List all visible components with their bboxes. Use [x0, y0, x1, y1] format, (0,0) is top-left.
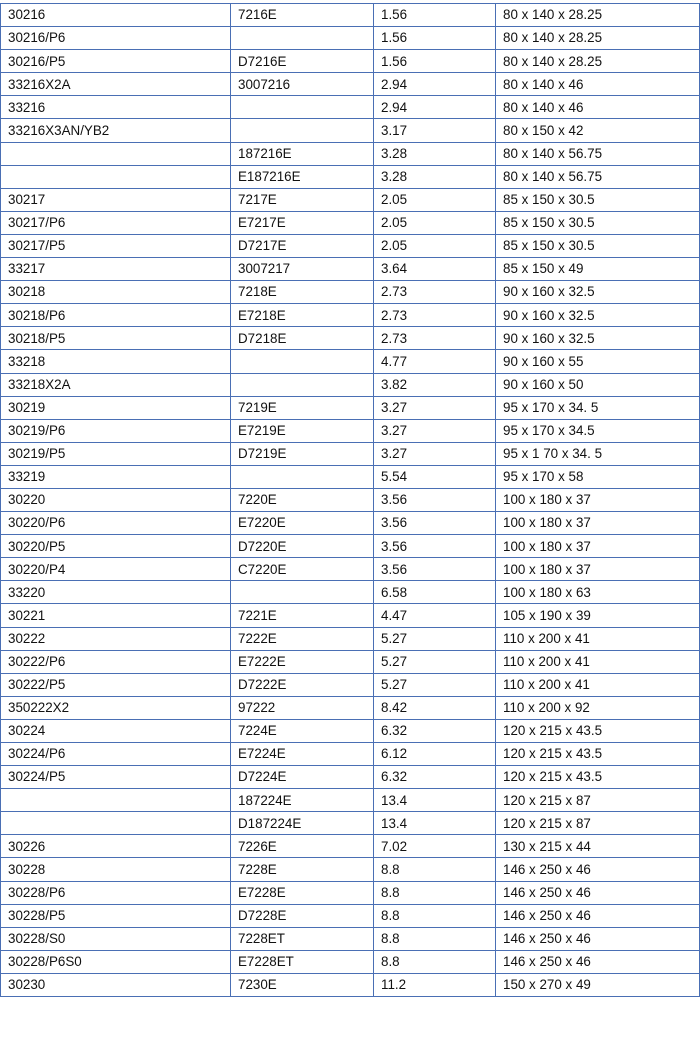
dimensions-cell: 90 x 160 x 32.5 — [496, 327, 700, 350]
table-row — [1, 927, 700, 950]
alt-code-cell: E7218E — [231, 304, 374, 327]
alt-code-cell: D7228E — [231, 904, 374, 927]
table-row — [1, 535, 700, 558]
bearing-code-cell: 350222X2 — [1, 696, 231, 719]
table-row — [1, 835, 700, 858]
weight-cell: 3.56 — [374, 535, 496, 558]
dimensions-cell: 95 x 170 x 34.5 — [496, 419, 700, 442]
alt-code-cell: 7219E — [231, 396, 374, 419]
table-row — [1, 73, 700, 96]
bearing-code-cell: 30218 — [1, 281, 231, 304]
dimensions-cell: 146 x 250 x 46 — [496, 881, 700, 904]
bearing-code-cell: 30217 — [1, 188, 231, 211]
table-row — [1, 812, 700, 835]
weight-cell: 4.47 — [374, 604, 496, 627]
dimensions-cell: 150 x 270 x 49 — [496, 973, 700, 996]
bearing-code-cell: 33218X2A — [1, 373, 231, 396]
table-row — [1, 304, 700, 327]
table-row — [1, 627, 700, 650]
dimensions-cell: 146 x 250 x 46 — [496, 950, 700, 973]
alt-code-cell: 3007216 — [231, 73, 374, 96]
bearing-code-cell: 30230 — [1, 973, 231, 996]
weight-cell: 2.05 — [374, 234, 496, 257]
table-row — [1, 50, 700, 73]
bearing-code-cell: 30222/P5 — [1, 673, 231, 696]
dimensions-cell: 95 x 170 x 58 — [496, 465, 700, 488]
bearing-code-cell — [1, 789, 231, 812]
alt-code-cell: D7218E — [231, 327, 374, 350]
weight-cell: 2.05 — [374, 211, 496, 234]
alt-code-cell: D7219E — [231, 442, 374, 465]
weight-cell: 1.56 — [374, 50, 496, 73]
alt-code-cell: 7218E — [231, 281, 374, 304]
dimensions-cell: 90 x 160 x 50 — [496, 373, 700, 396]
table-row — [1, 789, 700, 812]
weight-cell: 3.56 — [374, 558, 496, 581]
dimensions-cell: 85 x 150 x 30.5 — [496, 188, 700, 211]
table-row — [1, 27, 700, 50]
bearing-code-cell — [1, 142, 231, 165]
table-row — [1, 119, 700, 142]
bearing-code-cell: 30222/P6 — [1, 650, 231, 673]
dimensions-cell: 85 x 150 x 30.5 — [496, 234, 700, 257]
dimensions-cell: 110 x 200 x 41 — [496, 627, 700, 650]
weight-cell: 6.58 — [374, 581, 496, 604]
dimensions-cell: 120 x 215 x 87 — [496, 789, 700, 812]
alt-code-cell: 3007217 — [231, 258, 374, 281]
alt-code-cell: D187224E — [231, 812, 374, 835]
table-row — [1, 442, 700, 465]
dimensions-cell: 146 x 250 x 46 — [496, 904, 700, 927]
weight-cell: 8.8 — [374, 950, 496, 973]
weight-cell: 5.27 — [374, 627, 496, 650]
table-row — [1, 396, 700, 419]
dimensions-cell: 80 x 150 x 42 — [496, 119, 700, 142]
weight-cell: 6.32 — [374, 766, 496, 789]
weight-cell: 8.8 — [374, 904, 496, 927]
dimensions-cell: 130 x 215 x 44 — [496, 835, 700, 858]
bearing-code-cell: 30220 — [1, 488, 231, 511]
alt-code-cell: D7220E — [231, 535, 374, 558]
alt-code-cell: 7216E — [231, 4, 374, 27]
weight-cell: 2.73 — [374, 304, 496, 327]
bearing-code-cell: 30217/P6 — [1, 211, 231, 234]
dimensions-cell: 146 x 250 x 46 — [496, 927, 700, 950]
weight-cell: 5.54 — [374, 465, 496, 488]
weight-cell: 8.8 — [374, 881, 496, 904]
bearing-code-cell: 30219/P6 — [1, 419, 231, 442]
alt-code-cell: 7217E — [231, 188, 374, 211]
table-row — [1, 766, 700, 789]
table-row — [1, 258, 700, 281]
alt-code-cell — [231, 119, 374, 142]
bearing-code-cell: 30228/S0 — [1, 927, 231, 950]
weight-cell: 13.4 — [374, 789, 496, 812]
alt-code-cell: 7226E — [231, 835, 374, 858]
table-row — [1, 604, 700, 627]
weight-cell: 3.28 — [374, 142, 496, 165]
table-row — [1, 488, 700, 511]
weight-cell: 3.17 — [374, 119, 496, 142]
bearing-code-cell: 30216/P5 — [1, 50, 231, 73]
table-row — [1, 973, 700, 996]
table-row — [1, 650, 700, 673]
table-row — [1, 558, 700, 581]
bearing-code-cell: 30221 — [1, 604, 231, 627]
weight-cell: 2.94 — [374, 96, 496, 119]
alt-code-cell: 187216E — [231, 142, 374, 165]
table-row — [1, 512, 700, 535]
alt-code-cell: D7222E — [231, 673, 374, 696]
bearing-code-cell: 30218/P5 — [1, 327, 231, 350]
dimensions-cell: 146 x 250 x 46 — [496, 858, 700, 881]
table-row — [1, 234, 700, 257]
alt-code-cell — [231, 96, 374, 119]
table-row — [1, 373, 700, 396]
alt-code-cell: C7220E — [231, 558, 374, 581]
weight-cell: 2.73 — [374, 327, 496, 350]
dimensions-cell: 80 x 140 x 28.25 — [496, 50, 700, 73]
alt-code-cell: E7217E — [231, 211, 374, 234]
bearing-spec-table — [0, 3, 700, 997]
dimensions-cell: 85 x 150 x 30.5 — [496, 211, 700, 234]
bearing-code-cell: 33217 — [1, 258, 231, 281]
dimensions-cell: 110 x 200 x 92 — [496, 696, 700, 719]
dimensions-cell: 120 x 215 x 43.5 — [496, 719, 700, 742]
alt-code-cell: 97222 — [231, 696, 374, 719]
alt-code-cell: 7228ET — [231, 927, 374, 950]
alt-code-cell: E7228E — [231, 881, 374, 904]
bearing-code-cell: 33216X3AN/YB2 — [1, 119, 231, 142]
alt-code-cell: 7221E — [231, 604, 374, 627]
table-row — [1, 673, 700, 696]
dimensions-cell: 85 x 150 x 49 — [496, 258, 700, 281]
bearing-code-cell: 30224/P5 — [1, 766, 231, 789]
bearing-code-cell: 30226 — [1, 835, 231, 858]
table-row — [1, 696, 700, 719]
alt-code-cell: 187224E — [231, 789, 374, 812]
bearing-code-cell — [1, 812, 231, 835]
weight-cell: 6.12 — [374, 743, 496, 766]
weight-cell: 1.56 — [374, 27, 496, 50]
dimensions-cell: 95 x 1 70 x 34. 5 — [496, 442, 700, 465]
alt-code-cell — [231, 465, 374, 488]
table-row — [1, 419, 700, 442]
table-row — [1, 165, 700, 188]
table-row — [1, 327, 700, 350]
bearing-code-cell: 30224 — [1, 719, 231, 742]
bearing-code-cell: 30219/P5 — [1, 442, 231, 465]
table-row — [1, 96, 700, 119]
bearing-code-cell: 30220/P4 — [1, 558, 231, 581]
dimensions-cell: 80 x 140 x 46 — [496, 96, 700, 119]
table-row — [1, 904, 700, 927]
table-row — [1, 858, 700, 881]
bearing-code-cell: 30219 — [1, 396, 231, 419]
dimensions-cell: 120 x 215 x 43.5 — [496, 743, 700, 766]
weight-cell: 8.42 — [374, 696, 496, 719]
weight-cell: 6.32 — [374, 719, 496, 742]
weight-cell: 1.56 — [374, 4, 496, 27]
alt-code-cell: D7224E — [231, 766, 374, 789]
weight-cell: 3.28 — [374, 165, 496, 188]
alt-code-cell: 7222E — [231, 627, 374, 650]
bearing-code-cell — [1, 165, 231, 188]
dimensions-cell: 100 x 180 x 37 — [496, 535, 700, 558]
alt-code-cell: D7217E — [231, 234, 374, 257]
table-row — [1, 881, 700, 904]
weight-cell: 7.02 — [374, 835, 496, 858]
weight-cell: 3.64 — [374, 258, 496, 281]
bearing-code-cell: 30220/P6 — [1, 512, 231, 535]
dimensions-cell: 80 x 140 x 28.25 — [496, 27, 700, 50]
alt-code-cell — [231, 27, 374, 50]
bearing-code-cell: 30218/P6 — [1, 304, 231, 327]
weight-cell: 4.77 — [374, 350, 496, 373]
dimensions-cell: 100 x 180 x 37 — [496, 558, 700, 581]
weight-cell: 3.27 — [374, 396, 496, 419]
alt-code-cell — [231, 581, 374, 604]
bearing-code-cell: 30228/P6 — [1, 881, 231, 904]
bearing-code-cell: 33216 — [1, 96, 231, 119]
dimensions-cell: 90 x 160 x 32.5 — [496, 304, 700, 327]
table-row — [1, 188, 700, 211]
alt-code-cell: 7228E — [231, 858, 374, 881]
dimensions-cell: 80 x 140 x 46 — [496, 73, 700, 96]
weight-cell: 3.27 — [374, 419, 496, 442]
bearing-code-cell: 30220/P5 — [1, 535, 231, 558]
dimensions-cell: 80 x 140 x 56.75 — [496, 165, 700, 188]
weight-cell: 2.94 — [374, 73, 496, 96]
bearing-code-cell: 30216 — [1, 4, 231, 27]
table-row — [1, 950, 700, 973]
weight-cell: 3.56 — [374, 512, 496, 535]
table-row — [1, 743, 700, 766]
weight-cell: 13.4 — [374, 812, 496, 835]
dimensions-cell: 120 x 215 x 87 — [496, 812, 700, 835]
alt-code-cell: E7219E — [231, 419, 374, 442]
alt-code-cell — [231, 373, 374, 396]
dimensions-cell: 95 x 170 x 34. 5 — [496, 396, 700, 419]
bearing-code-cell: 30217/P5 — [1, 234, 231, 257]
alt-code-cell — [231, 350, 374, 373]
table-row — [1, 142, 700, 165]
weight-cell: 2.73 — [374, 281, 496, 304]
dimensions-cell: 80 x 140 x 56.75 — [496, 142, 700, 165]
dimensions-cell: 100 x 180 x 37 — [496, 488, 700, 511]
dimensions-cell: 110 x 200 x 41 — [496, 673, 700, 696]
alt-code-cell: 7230E — [231, 973, 374, 996]
weight-cell: 8.8 — [374, 858, 496, 881]
weight-cell: 5.27 — [374, 673, 496, 696]
bearing-code-cell: 30228/P5 — [1, 904, 231, 927]
alt-code-cell: E7228ET — [231, 950, 374, 973]
weight-cell: 3.27 — [374, 442, 496, 465]
weight-cell: 3.82 — [374, 373, 496, 396]
bearing-code-cell: 30228/P6S0 — [1, 950, 231, 973]
weight-cell: 8.8 — [374, 927, 496, 950]
bearing-code-cell: 30222 — [1, 627, 231, 650]
bearing-code-cell: 33216X2A — [1, 73, 231, 96]
weight-cell: 2.05 — [374, 188, 496, 211]
table-row — [1, 4, 700, 27]
dimensions-cell: 100 x 180 x 63 — [496, 581, 700, 604]
dimensions-cell: 120 x 215 x 43.5 — [496, 766, 700, 789]
table-row — [1, 211, 700, 234]
alt-code-cell: E7220E — [231, 512, 374, 535]
table-row — [1, 465, 700, 488]
weight-cell: 11.2 — [374, 973, 496, 996]
table-row — [1, 281, 700, 304]
table-row — [1, 719, 700, 742]
dimensions-cell: 90 x 160 x 55 — [496, 350, 700, 373]
alt-code-cell: 7224E — [231, 719, 374, 742]
alt-code-cell: D7216E — [231, 50, 374, 73]
dimensions-cell: 90 x 160 x 32.5 — [496, 281, 700, 304]
alt-code-cell: E7224E — [231, 743, 374, 766]
weight-cell: 3.56 — [374, 488, 496, 511]
bearing-code-cell: 33218 — [1, 350, 231, 373]
dimensions-cell: 100 x 180 x 37 — [496, 512, 700, 535]
table-body — [1, 4, 700, 997]
alt-code-cell: 7220E — [231, 488, 374, 511]
table-row — [1, 581, 700, 604]
alt-code-cell: E7222E — [231, 650, 374, 673]
weight-cell: 5.27 — [374, 650, 496, 673]
bearing-code-cell: 30216/P6 — [1, 27, 231, 50]
alt-code-cell: E187216E — [231, 165, 374, 188]
table-row — [1, 350, 700, 373]
bearing-code-cell: 33219 — [1, 465, 231, 488]
dimensions-cell: 105 x 190 x 39 — [496, 604, 700, 627]
bearing-code-cell: 33220 — [1, 581, 231, 604]
bearing-code-cell: 30224/P6 — [1, 743, 231, 766]
bearing-code-cell: 30228 — [1, 858, 231, 881]
dimensions-cell: 110 x 200 x 41 — [496, 650, 700, 673]
dimensions-cell: 80 x 140 x 28.25 — [496, 4, 700, 27]
